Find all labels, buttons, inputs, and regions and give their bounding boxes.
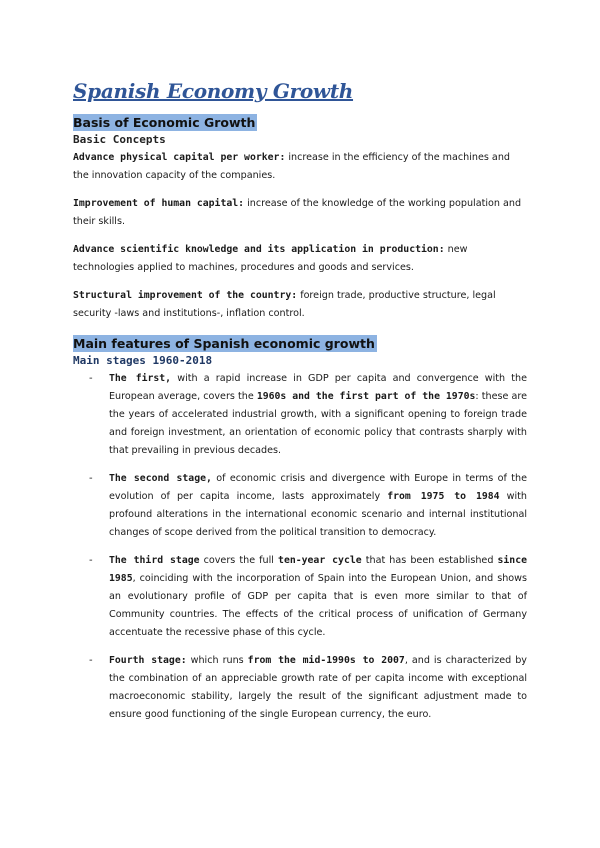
bullet-dash: -: [89, 655, 93, 666]
stage-bold-text: Fourth stage:: [109, 655, 187, 666]
concept-term: Advance physical capital per worker:: [73, 152, 286, 163]
section-heading-basis: Basis of Economic Growth: [73, 115, 256, 130]
stage-text: with a rapid increase in GDP per capita and convergence with the European average, covers the: [109, 373, 528, 402]
stage-text: : these are the years of accelerated industrial growth, with a significant opening to foreign trade and foreign investment, an orientation of economic policy that contrasts sharply with that prevailing in previous decades.: [109, 391, 527, 456]
stage-text: that has been established: [361, 555, 498, 566]
concept-text: new technologies applied to machines, procedures and goods and services.: [73, 244, 468, 273]
concept-term: Structural improvement of the country:: [73, 290, 298, 301]
document-title: Spanish Economy Growth: [73, 79, 354, 103]
concept-paragraph: [73, 287, 527, 323]
stage-bold-text: The second stage,: [109, 473, 212, 484]
concept-paragraph: [73, 195, 527, 231]
stage-text: which runs: [186, 655, 248, 666]
stage-bold-text: The third stage: [109, 555, 200, 566]
concept-text: increase in the efficiency of the machines and the innovation capacity of the companies.: [73, 152, 510, 181]
stage-text: with profound alterations in the international economic scenario and internal institutional changes of scope derived from the political transition to democracy.: [109, 491, 528, 538]
stage-paragraph: [109, 370, 527, 460]
concept-text: increase of the knowledge of the working population and their skills.: [73, 198, 522, 227]
subheading-basic-concepts: Basic Concepts: [73, 133, 166, 146]
stage-item: [73, 652, 527, 724]
section-heading-main-features: Main features of Spanish economic growth: [73, 336, 375, 351]
subheading-main-stages: Main stages 1960-2018: [73, 354, 213, 367]
document-page: [73, 78, 527, 734]
stage-text: covers the full: [199, 555, 279, 566]
stage-bold-text: since 1985: [109, 555, 527, 584]
stage-bold-text: The first,: [109, 373, 172, 384]
bullet-dash: -: [89, 473, 93, 484]
stage-bold-text: 1960s and the first part of the 1970s: [256, 391, 476, 402]
concept-term: Improvement of human capital:: [73, 198, 245, 209]
section-main-features: [73, 333, 527, 724]
stage-item: [73, 552, 527, 642]
concept-term: Advance scientific knowledge and its application in production:: [73, 244, 445, 255]
stages-list: [73, 370, 527, 724]
stage-bold-text: from 1975 to 1984: [387, 491, 500, 502]
concept-paragraph: [73, 241, 527, 277]
stage-paragraph: [109, 552, 527, 642]
stage-paragraph: [109, 470, 527, 542]
stage-text: , coinciding with the incorporation of Spain into the European Union, and shows an evolutionary profile of GDP per capita that is even more similar to that of Community countries. The effects of the critical process of unification of Germany accentuate the recessive phase of this cycle.: [109, 573, 527, 638]
stage-text: of economic crisis and divergence with Europe in terms of the evolution of per capita income, lasts approximately: [109, 473, 527, 502]
stage-item: [73, 370, 527, 460]
bullet-dash: -: [89, 555, 93, 566]
stage-text: , and is characterized by the combination of an appreciable growth rate of per capita income with exceptional macroeconomic stability, largely the result of the significant adjustment made to ensure good functioning of the single European currency, the euro.: [109, 655, 527, 720]
stage-bold-text: ten-year cycle: [278, 555, 362, 566]
section-basis: [73, 112, 527, 323]
stage-item: [73, 470, 527, 542]
concept-text: foreign trade, productive structure, legal security -laws and institutions-, inflation control.: [73, 290, 496, 319]
bullet-dash: -: [89, 373, 93, 384]
concept-paragraph: [73, 149, 527, 185]
stage-paragraph: [109, 652, 527, 724]
stage-bold-text: from the mid-1990s to 2007: [247, 655, 405, 666]
